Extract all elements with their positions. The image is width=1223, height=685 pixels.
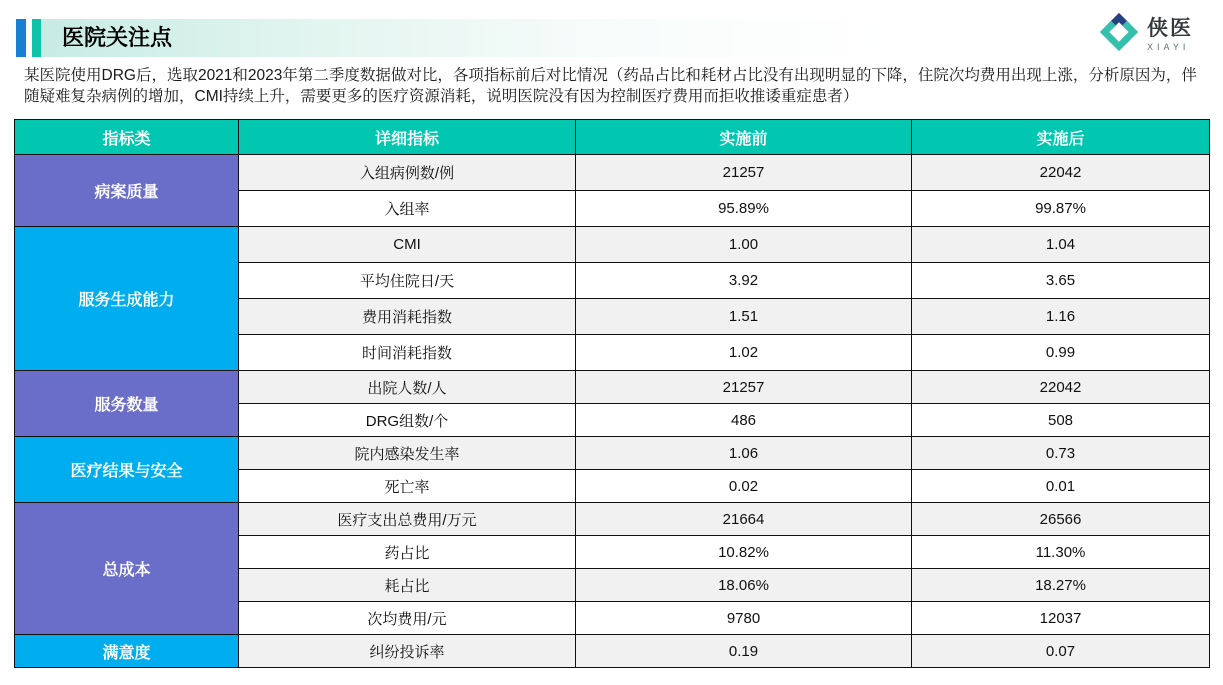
category-cell: 医疗结果与安全 (15, 437, 239, 503)
after-cell: 0.73 (912, 437, 1210, 470)
category-cell: 病案质量 (15, 155, 239, 227)
after-cell: 1.16 (912, 299, 1210, 335)
indicator-cell: 医疗支出总费用/万元 (239, 503, 576, 536)
indicator-cell: CMI (239, 227, 576, 263)
after-cell: 12037 (912, 602, 1210, 635)
indicator-cell: 入组率 (239, 191, 576, 227)
indicator-cell: 费用消耗指数 (239, 299, 576, 335)
before-cell: 21257 (576, 371, 912, 404)
after-cell: 0.07 (912, 635, 1210, 668)
before-cell: 0.19 (576, 635, 912, 668)
before-cell: 21664 (576, 503, 912, 536)
indicator-cell: 耗占比 (239, 569, 576, 602)
indicator-cell: 入组病例数/例 (239, 155, 576, 191)
before-cell: 9780 (576, 602, 912, 635)
after-cell: 26566 (912, 503, 1210, 536)
category-cell: 服务数量 (15, 371, 239, 437)
xiayi-logo (1099, 12, 1193, 57)
before-cell: 3.92 (576, 263, 912, 299)
table-row (15, 155, 1210, 191)
after-cell: 22042 (912, 371, 1210, 404)
after-cell: 508 (912, 404, 1210, 437)
intro-paragraph: 某医院使用DRG后，选取2021和2023年第二季度数据做对比，各项指标前后对比情况（药品占比和耗材占比没有出现明显的下降，住院次均费用出现上涨，分析原因为，伴随疑难复杂病例的增加，CMI持续上升，需要更多的医疗资源消耗，说明医院没有因为控制医疗费用而拒收推诿重症患者） (24, 67, 1197, 105)
indicator-cell: 平均住院日/天 (239, 263, 576, 299)
indicator-cell: 纠纷投诉率 (239, 635, 576, 668)
drg-comparison-table (14, 119, 1210, 668)
before-cell: 1.02 (576, 335, 912, 371)
after-cell: 22042 (912, 155, 1210, 191)
xiayi-x-mark-icon (1099, 12, 1139, 57)
after-cell: 1.04 (912, 227, 1210, 263)
before-cell: 10.82% (576, 536, 912, 569)
page-title: 医院关注点 (62, 25, 173, 50)
column-header-before: 实施前 (576, 120, 912, 155)
title-gradient-strip (41, 19, 1165, 57)
after-cell: 11.30% (912, 536, 1210, 569)
indicator-cell: 院内感染发生率 (239, 437, 576, 470)
table-header-row (15, 120, 1210, 155)
logo-name: 侠医 (1147, 16, 1193, 40)
category-cell: 服务生成能力 (15, 227, 239, 371)
before-cell: 1.51 (576, 299, 912, 335)
table-row (15, 371, 1210, 404)
table-row (15, 227, 1210, 263)
before-cell: 0.02 (576, 470, 912, 503)
before-cell: 1.00 (576, 227, 912, 263)
indicator-cell: 死亡率 (239, 470, 576, 503)
before-cell: 21257 (576, 155, 912, 191)
accent-bar-blue (16, 19, 26, 57)
title-bar (0, 0, 1223, 57)
column-header-after: 实施后 (912, 120, 1210, 155)
accent-bar-teal (32, 19, 41, 57)
column-header-category: 指标类 (15, 120, 239, 155)
indicator-cell: 时间消耗指数 (239, 335, 576, 371)
indicator-cell: 次均费用/元 (239, 602, 576, 635)
table-row (15, 437, 1210, 470)
after-cell: 0.99 (912, 335, 1210, 371)
before-cell: 18.06% (576, 569, 912, 602)
before-cell: 1.06 (576, 437, 912, 470)
table-row (15, 503, 1210, 536)
column-header-indicator: 详细指标 (239, 120, 576, 155)
before-cell: 486 (576, 404, 912, 437)
after-cell: 18.27% (912, 569, 1210, 602)
after-cell: 0.01 (912, 470, 1210, 503)
indicator-cell: DRG组数/个 (239, 404, 576, 437)
category-cell: 满意度 (15, 635, 239, 668)
category-cell: 总成本 (15, 503, 239, 635)
logo-subtitle: XIAYI (1147, 41, 1190, 52)
before-cell: 95.89% (576, 191, 912, 227)
after-cell: 99.87% (912, 191, 1210, 227)
indicator-cell: 药占比 (239, 536, 576, 569)
table-row (15, 635, 1210, 668)
indicator-cell: 出院人数/人 (239, 371, 576, 404)
after-cell: 3.65 (912, 263, 1210, 299)
